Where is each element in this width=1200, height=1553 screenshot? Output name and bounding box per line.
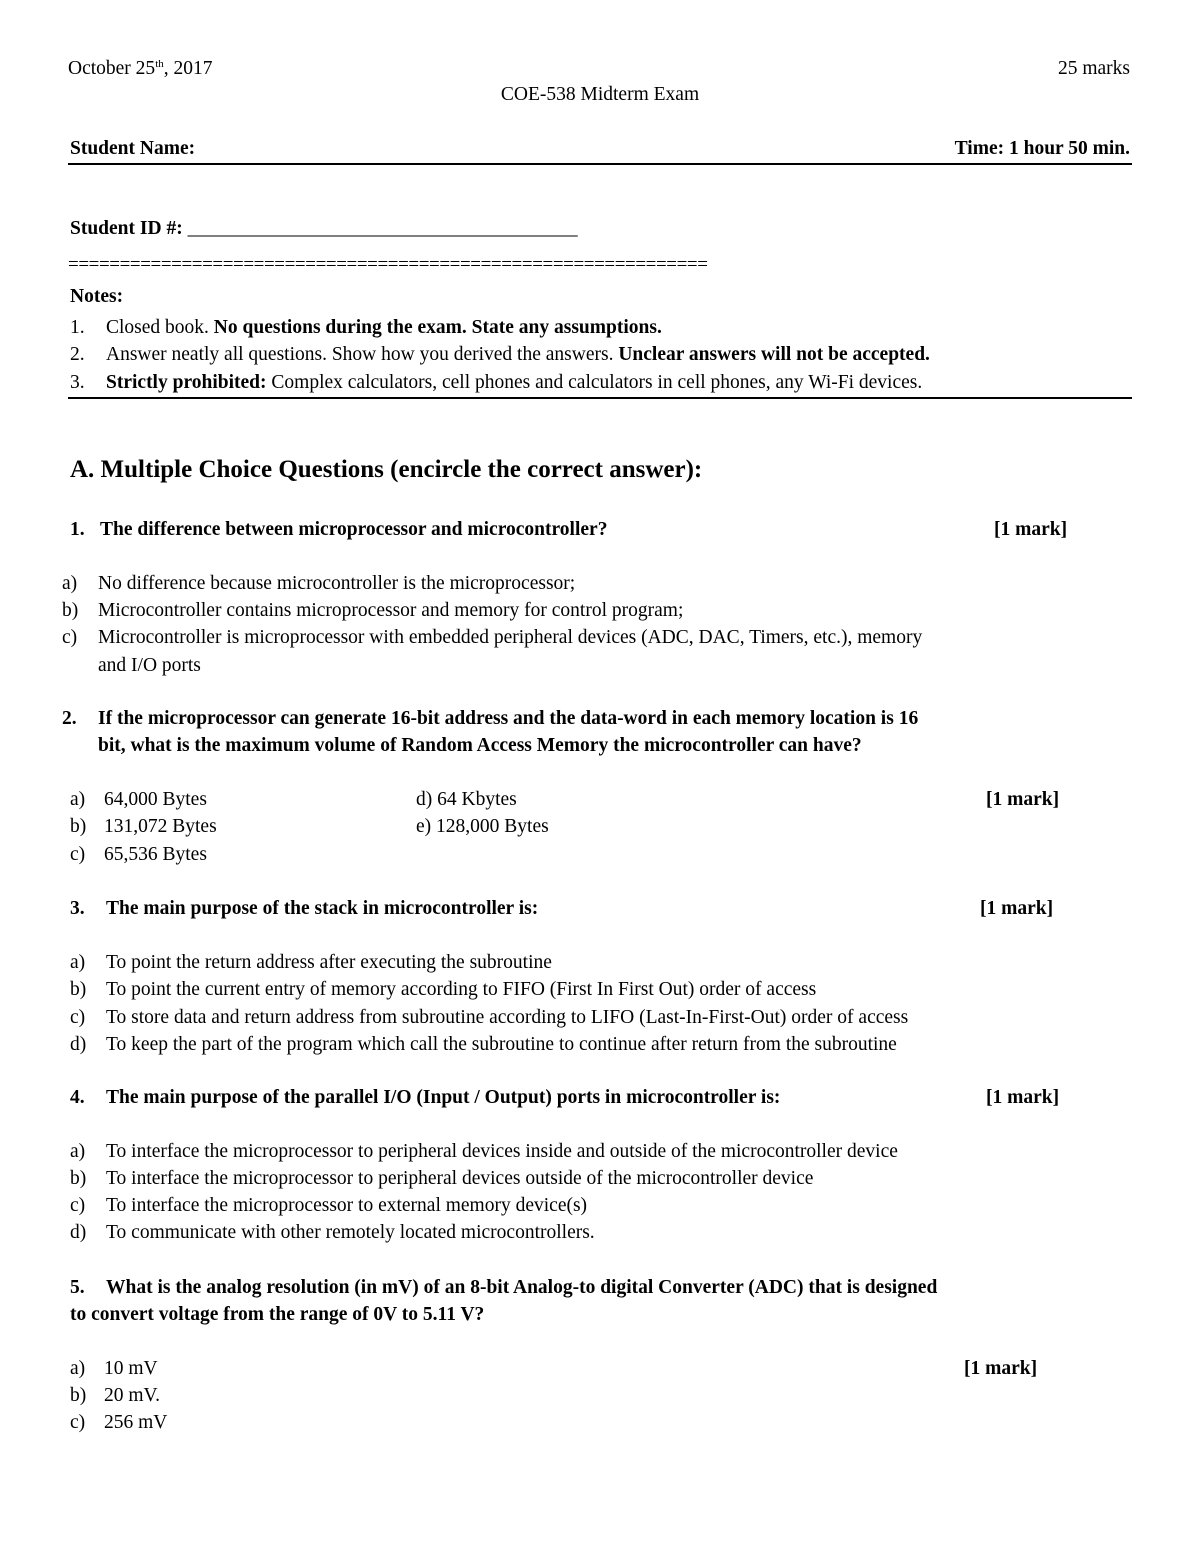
- question-5-line2: to convert voltage from the range of 0V to 5.11 V?: [70, 1304, 485, 1325]
- exam-date: October 25th, 2017: [68, 58, 213, 79]
- option[interactable]: e) 128,000 Bytes: [416, 816, 549, 837]
- question-1-mark: [1 mark]: [994, 519, 1068, 540]
- option[interactable]: d) 64 Kbytes: [416, 789, 517, 810]
- exam-title: COE-538 Midterm Exam: [500, 84, 700, 105]
- option-continuation: and I/O ports: [98, 655, 201, 676]
- student-id-blank: ________________________________________: [187, 218, 578, 239]
- total-marks: 25 marks: [1057, 58, 1130, 79]
- notes-heading: Notes:: [70, 286, 124, 307]
- notes-divider: [68, 397, 1132, 399]
- question-4-mark: [1 mark]: [986, 1087, 1060, 1108]
- separator-line: ==============================================================: [68, 254, 708, 275]
- time-label: Time: 1 hour 50 min.: [954, 138, 1130, 159]
- student-name-label: Student Name:: [70, 138, 196, 159]
- question-3-mark: [1 mark]: [980, 898, 1054, 919]
- student-id-row: [70, 218, 578, 240]
- question-5-mark: [1 mark]: [964, 1358, 1038, 1379]
- question-2-line2: bit, what is the maximum volume of Random Access Memory the microcontroller can have?: [98, 735, 862, 756]
- header-divider: [68, 163, 1132, 165]
- question-2-mark: [1 mark]: [986, 789, 1060, 810]
- section-heading: A. Multiple Choice Questions (encircle the correct answer):: [70, 456, 703, 483]
- student-id-label: Student ID #:: [70, 218, 183, 239]
